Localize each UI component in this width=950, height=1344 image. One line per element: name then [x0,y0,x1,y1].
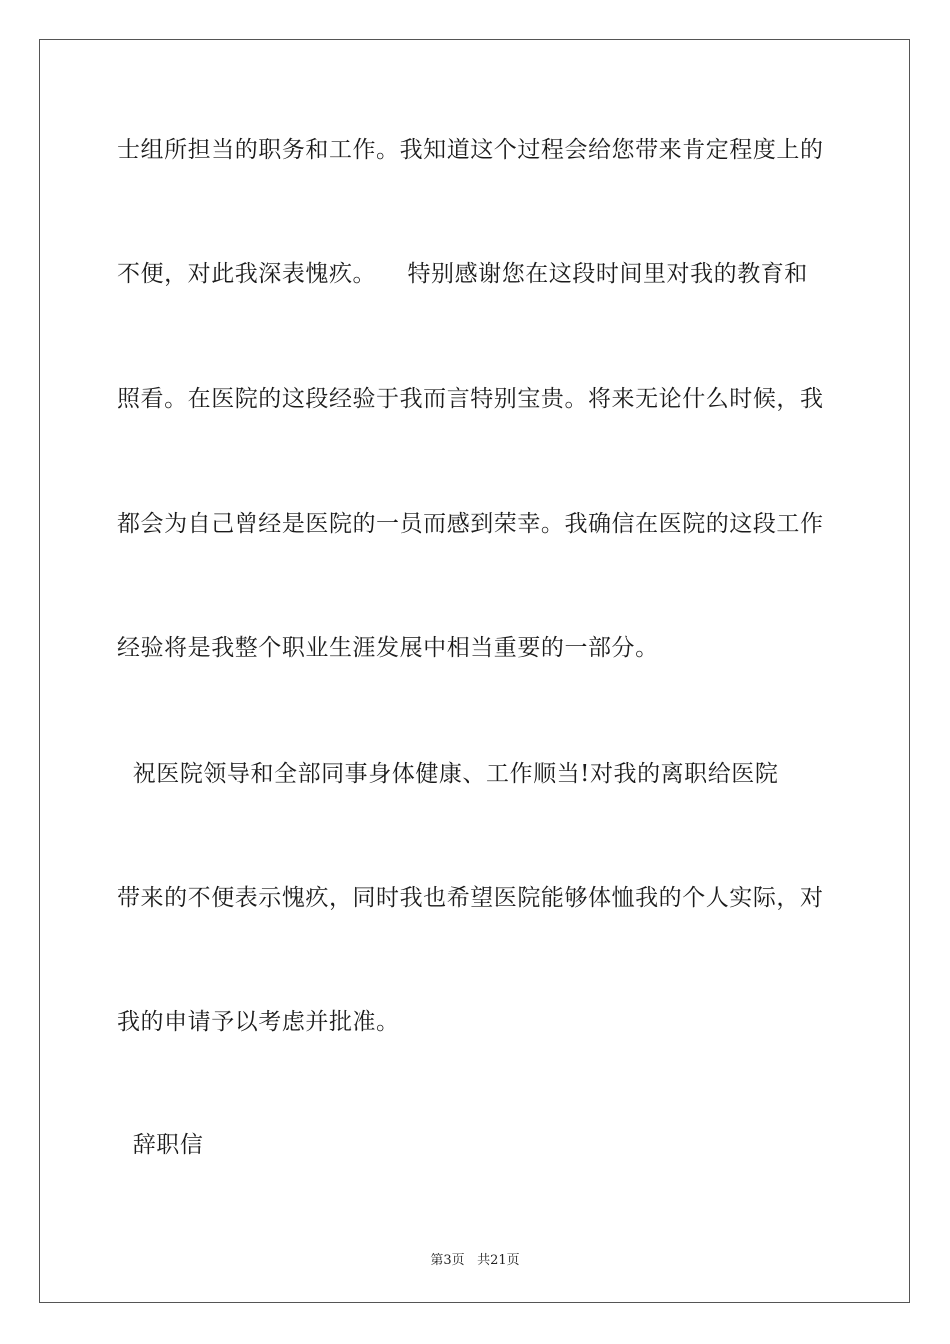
body-line-6: 祝医院领导和全部同事身体健康、工作顺当!对我的离职给医院 [117,761,779,787]
page-number: 第3页 [430,1253,465,1268]
page-total: 共21页 [477,1253,520,1268]
body-line-7: 带来的不便表示愧疚，同时我也希望医院能够体恤我的个人实际，对 [117,885,824,911]
body-line-2: 不便，对此我深表愧疚。 特别感谢您在这段时间里对我的教育和 [117,261,808,287]
body-line-9: 辞职信 [117,1132,204,1158]
body-line-8: 我的申请予以考虑并批准。 [117,1009,400,1035]
body-line-5: 经验将是我整个职业生涯发展中相当重要的一部分。 [117,635,659,661]
body-line-3: 照看。在医院的这段经验于我而言特别宝贵。将来无论什么时候，我 [117,386,824,412]
body-line-4: 都会为自己曾经是医院的一员而感到荣幸。我确信在医院的这段工作 [117,511,824,537]
body-line-1: 士组所担当的职务和工作。我知道这个过程会给您带来肯定程度上的 [117,137,824,163]
page-footer [0,1249,950,1268]
page-border [39,39,910,1303]
